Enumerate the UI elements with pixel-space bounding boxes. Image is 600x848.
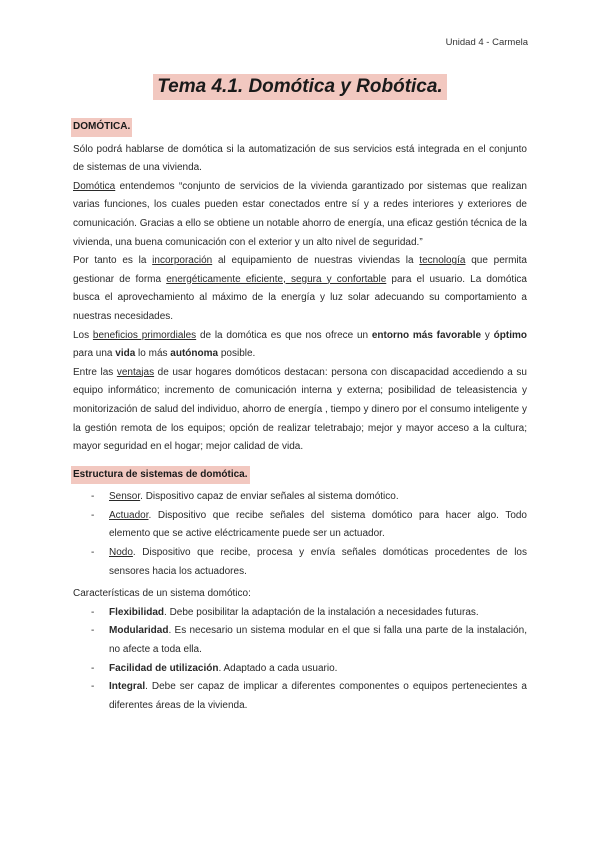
p4-e: lo más bbox=[135, 348, 171, 360]
bold-vida: vida bbox=[115, 348, 136, 360]
section-heading-estructura: Estructura de sistemas de domótica. bbox=[71, 466, 250, 485]
p5-b: de usar hogares domóticos destacan: persona con discapacidad accediendo a su equipo informático; incremento de comunicación interna y externa; posibilidad de teleasistencia y monitorización de salud del individuo, ahorro de energía , tiempo y dinero por el consumo inteligente y la gestión remota de los equipos; opción de realizar teletrabajo; mejor y mayor acceso a la cultura; mayor seguridad en el hogar; mejor calidad de vida. bbox=[73, 366, 527, 453]
paragraph-2 bbox=[73, 178, 527, 252]
list-item-text: . Debe posibilitar la adaptación de la instalación a necesidades futuras. bbox=[164, 606, 479, 618]
p4-d: para una bbox=[73, 348, 116, 360]
term-modularidad: Modularidad bbox=[109, 625, 169, 637]
list-item bbox=[109, 507, 527, 544]
list-item bbox=[109, 544, 527, 581]
p3-d: para el usuario. La domótica busca el aprovechamiento al máximo de la energía y luz solar adecuando su comportamiento a nuestras necesidades. bbox=[73, 273, 527, 322]
p5-a: Entre las bbox=[73, 366, 117, 378]
p4-b: de la domótica es que nos ofrece un bbox=[196, 329, 372, 341]
term-incorporacion: incorporación bbox=[152, 255, 213, 267]
term-integral: Integral bbox=[109, 681, 146, 693]
paragraph-2-text: entendemos “conjunto de servicios de la vivienda garantizado por sistemas que realizan varias funciones, los cuales pueden estar conectados entre sí y a redes interiores y exteriores de comunicación. Gracias a ello se obtiene un notable ahorro de energía, una eficaz gestión técnica de la vivienda, una buena comunicación con el exterior y un alto nivel de seguridad.” bbox=[73, 180, 527, 248]
paragraph-3 bbox=[73, 252, 527, 326]
list-item-text: . Dispositivo que recibe, procesa y envía señales domóticas procedentes de los sensores hacia los actuadores. bbox=[109, 547, 527, 577]
list-item-text: . Adaptado a cada usuario. bbox=[218, 662, 338, 674]
page-header: Unidad 4 - Carmela bbox=[445, 37, 528, 48]
p3-c: que permita gestionar de forma bbox=[73, 255, 527, 285]
bold-optimo: óptimo bbox=[493, 329, 527, 341]
term-nodo: Nodo bbox=[109, 547, 133, 559]
caracteristicas-intro: Características de un sistema domótico: bbox=[73, 588, 251, 600]
list-item-text: . Es necesario un sistema modular en el que si falla una parte de la instalación, no afecte a toda ella. bbox=[109, 625, 527, 656]
paragraph-4 bbox=[73, 327, 527, 364]
estructura-list bbox=[73, 488, 527, 581]
p4-a: Los bbox=[73, 329, 93, 341]
list-item bbox=[109, 660, 527, 679]
paragraph-1-text: Sólo podrá hablarse de domótica si la automatización de sus servicios está integrada en el conjunto de sistemas de una vivienda. bbox=[73, 143, 527, 174]
title-wrap bbox=[0, 74, 600, 100]
caracteristicas-list bbox=[73, 604, 527, 716]
term-flexibilidad: Flexibilidad bbox=[109, 606, 165, 618]
paragraph-5 bbox=[73, 364, 527, 457]
term-domotica: Domótica bbox=[73, 180, 116, 192]
term-beneficios: beneficios primordiales bbox=[92, 329, 197, 341]
p3-b: al equipamiento de nuestras viviendas la bbox=[212, 255, 420, 267]
p4-f: posible. bbox=[218, 348, 256, 360]
bold-autonoma: autónoma bbox=[170, 348, 219, 360]
term-facilidad: Facilidad de utilización bbox=[109, 662, 219, 674]
term-tecnologia: tecnología bbox=[419, 255, 466, 267]
term-sensor: Sensor bbox=[109, 491, 141, 503]
term-ventajas: ventajas bbox=[116, 366, 155, 378]
list-item bbox=[109, 604, 527, 623]
list-item bbox=[109, 678, 527, 715]
list-item bbox=[109, 488, 527, 507]
bold-entorno: entorno más favorable bbox=[371, 329, 482, 341]
section-heading-domotica: DOMÓTICA. bbox=[71, 118, 132, 137]
document-body bbox=[73, 118, 527, 715]
list-item bbox=[109, 622, 527, 659]
list-item-text: . Dispositivo capaz de enviar señales al sistema domótico. bbox=[140, 491, 399, 503]
p3-a: Por tanto es la bbox=[73, 255, 153, 267]
page-title: Tema 4.1. Domótica y Robótica. bbox=[153, 74, 446, 100]
list-item-text: . Dispositivo que recibe señales del sistema domótico para hacer algo. Todo elemento que se active eléctricamente puede ser un actuador. bbox=[109, 509, 527, 540]
p4-c: y bbox=[481, 329, 494, 341]
term-actuador: Actuador bbox=[109, 509, 149, 521]
term-eficiente: energéticamente eficiente, segura y confortable bbox=[166, 273, 387, 285]
list-item-text: . Debe ser capaz de implicar a diferentes componentes o equipos pertenecientes a diferentes áreas de la vivienda. bbox=[109, 681, 527, 711]
paragraph-1 bbox=[73, 141, 527, 178]
